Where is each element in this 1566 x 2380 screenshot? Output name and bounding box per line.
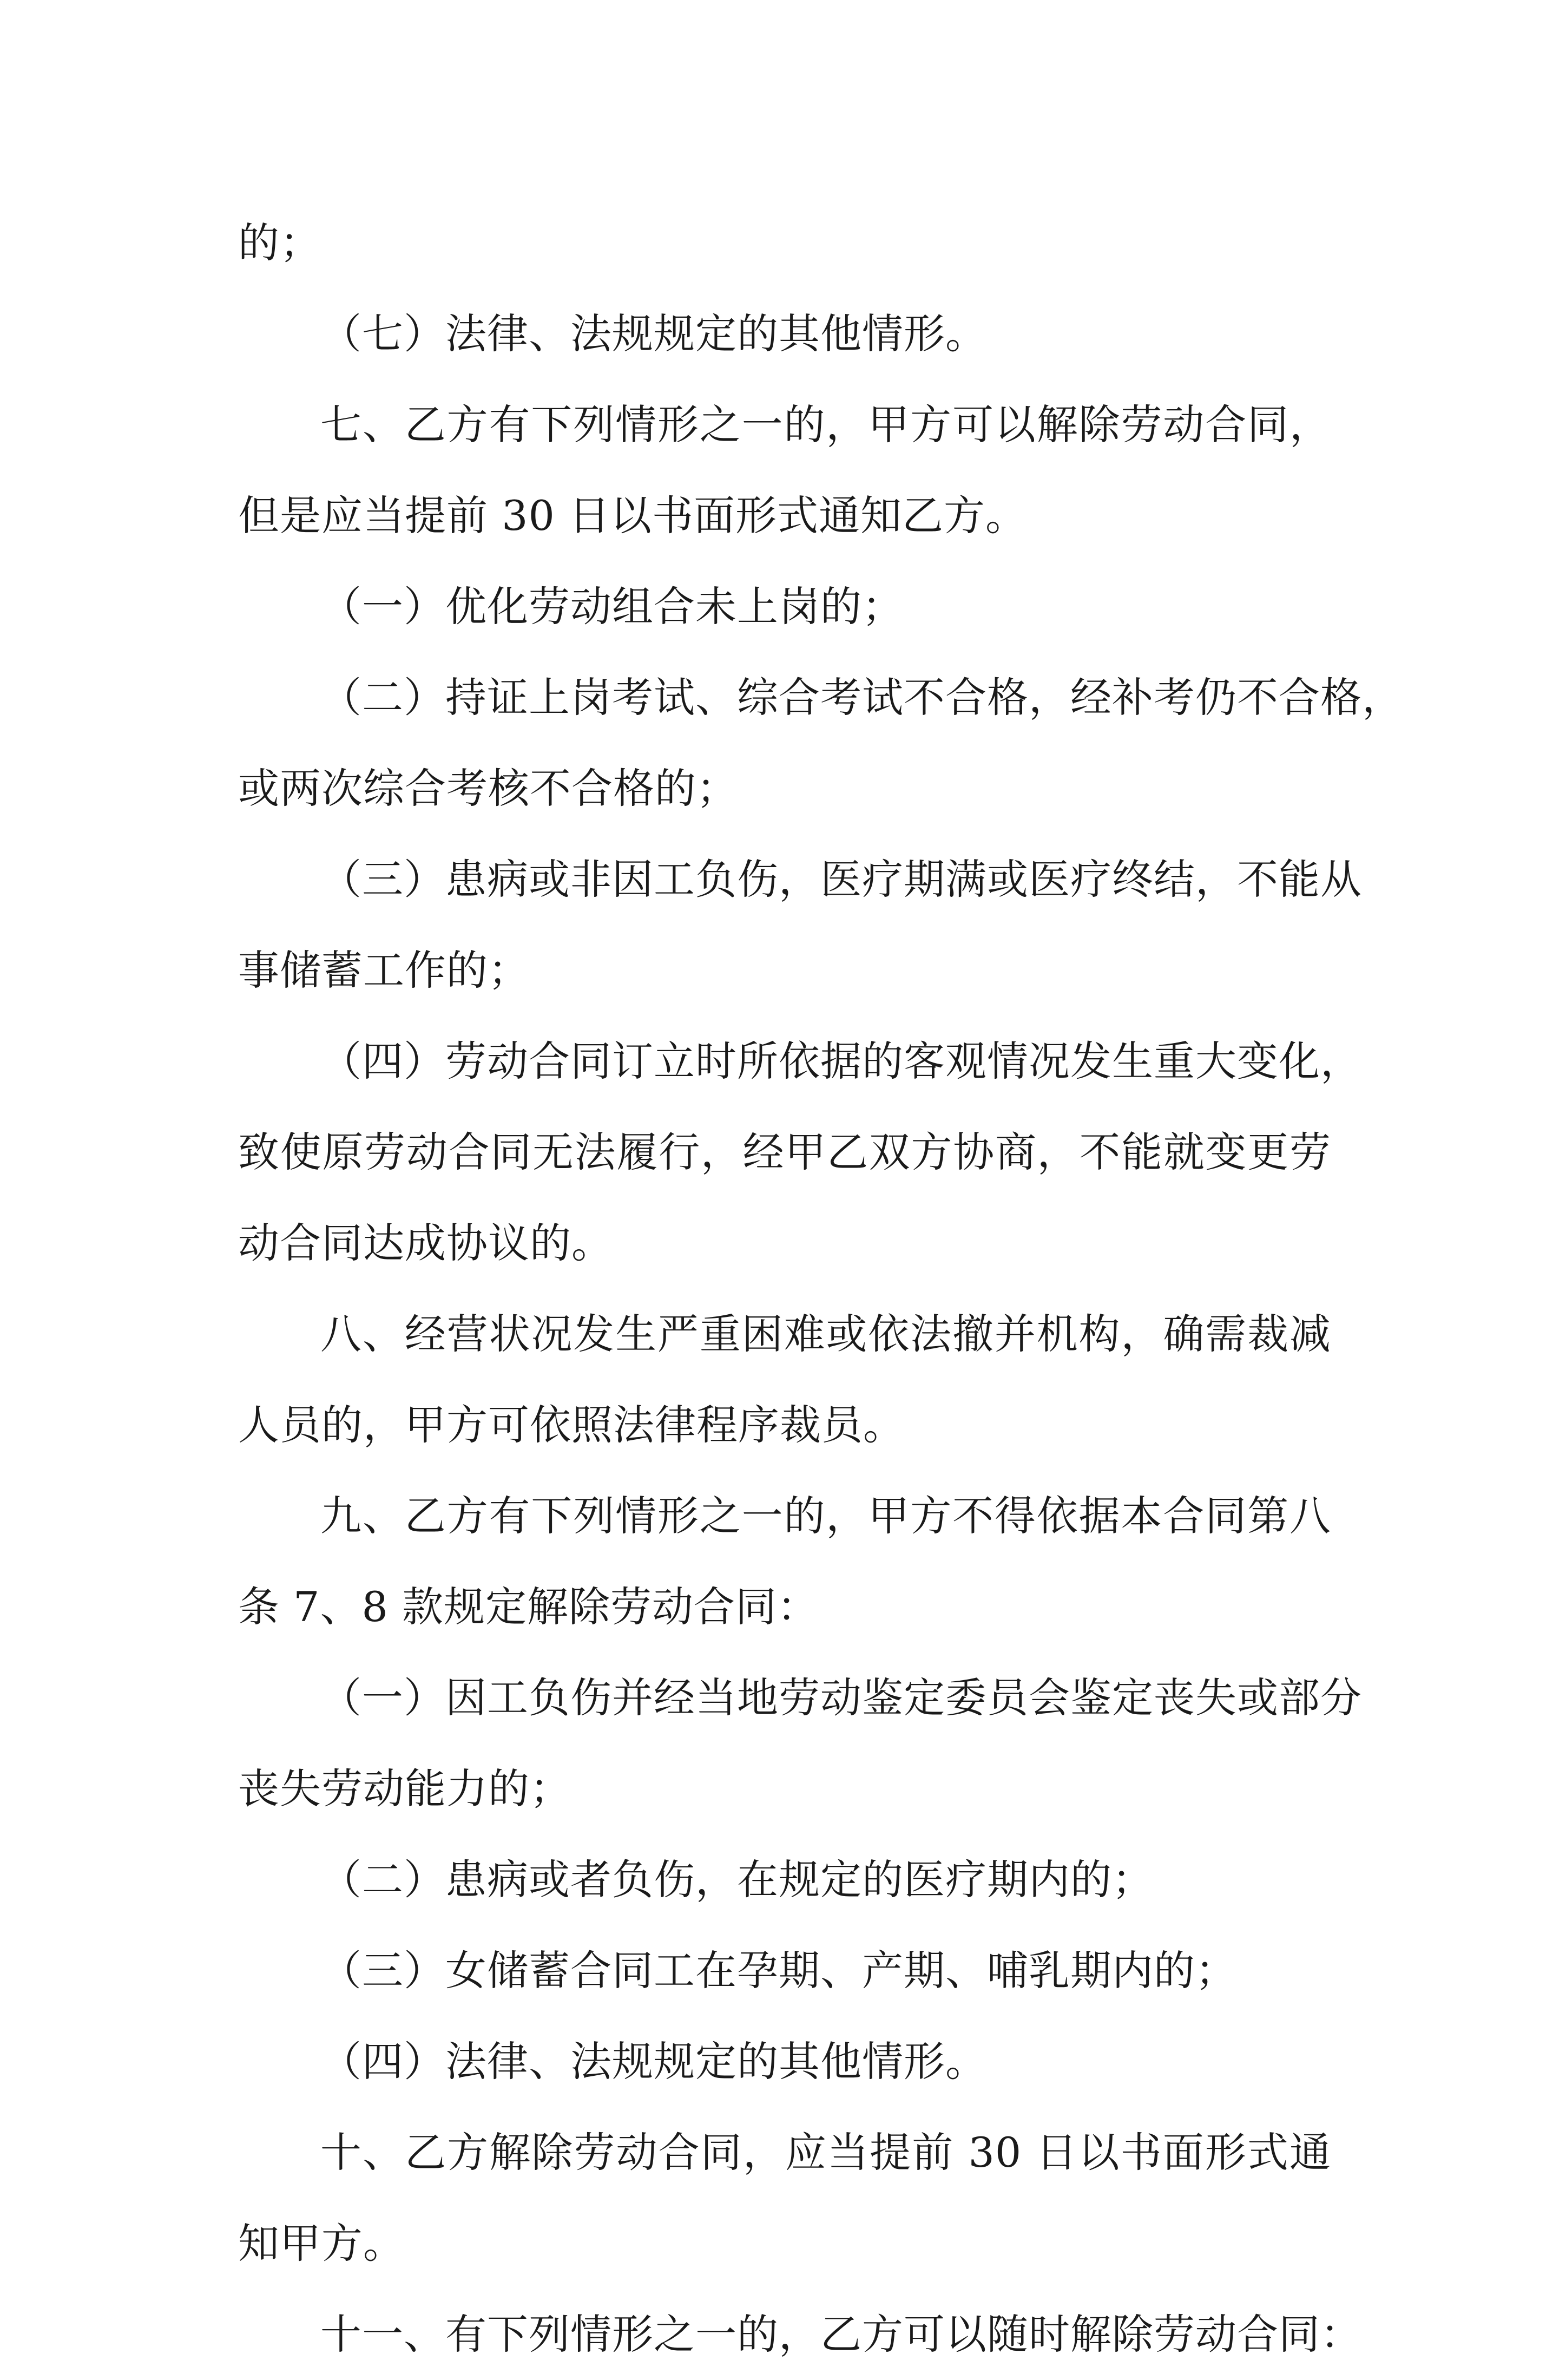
text-line: （一）因工负伤并经当地劳动鉴定委员会鉴定丧失或部分	[320, 1674, 1362, 1722]
text-line: 人员的，甲方可依照法律程序裁员。	[238, 1401, 905, 1449]
document-body	[238, 198, 1404, 2380]
text-line: 丧失劳动能力的；	[238, 1765, 571, 1813]
text-line: 十、乙方解除劳动合同，应当提前 30 日以书面形式通	[320, 2128, 1331, 2176]
text-line: （一）优化劳动组合未上岗的；	[320, 582, 904, 631]
text-line: 但是应当提前 30 日以书面形式通知乙方。	[238, 491, 1028, 540]
text-line: 的；	[238, 219, 321, 267]
text-line: （二）持证上岗考试、综合考试不合格，经补考仍不合格，	[320, 673, 1404, 722]
text-line: 条 7、8 款规定解除劳动合同：	[238, 1583, 819, 1631]
text-line: 事储蓄工作的；	[238, 946, 530, 994]
text-line: 十一、有下列情形之一的，乙方可以随时解除劳动合同：	[320, 2310, 1362, 2358]
text-line: 九、乙方有下列情形之一的，甲方不得依据本合同第八	[320, 1492, 1331, 1540]
text-line: （四）法律、法规规定的其他情形。	[320, 2037, 987, 2086]
text-line: （三）女储蓄合同工在孕期、产期、哺乳期内的；	[320, 1946, 1237, 1995]
text-line: （三）患病或非因工负伤，医疗期满或医疗终结，不能从	[320, 855, 1362, 903]
text-line: 七、乙方有下列情形之一的，甲方可以解除劳动合同，	[320, 401, 1331, 449]
text-line: 动合同达成协议的。	[238, 1219, 613, 1267]
text-line: （四）劳动合同订立时所依据的客观情况发生重大变化，	[320, 1037, 1362, 1085]
text-line: （七）法律、法规规定的其他情形。	[320, 310, 987, 358]
text-line: 八、经营状况发生严重困难或依法撤并机构，确需裁减	[320, 1310, 1331, 1358]
text-line: 知甲方。	[238, 2219, 405, 2267]
text-line: 致使原劳动合同无法履行，经甲乙双方协商，不能就变更劳	[238, 1128, 1331, 1176]
text-line: 或两次综合考核不合格的；	[238, 764, 738, 812]
text-line: （二）患病或者负伤，在规定的医疗期内的；	[320, 1856, 1154, 1904]
